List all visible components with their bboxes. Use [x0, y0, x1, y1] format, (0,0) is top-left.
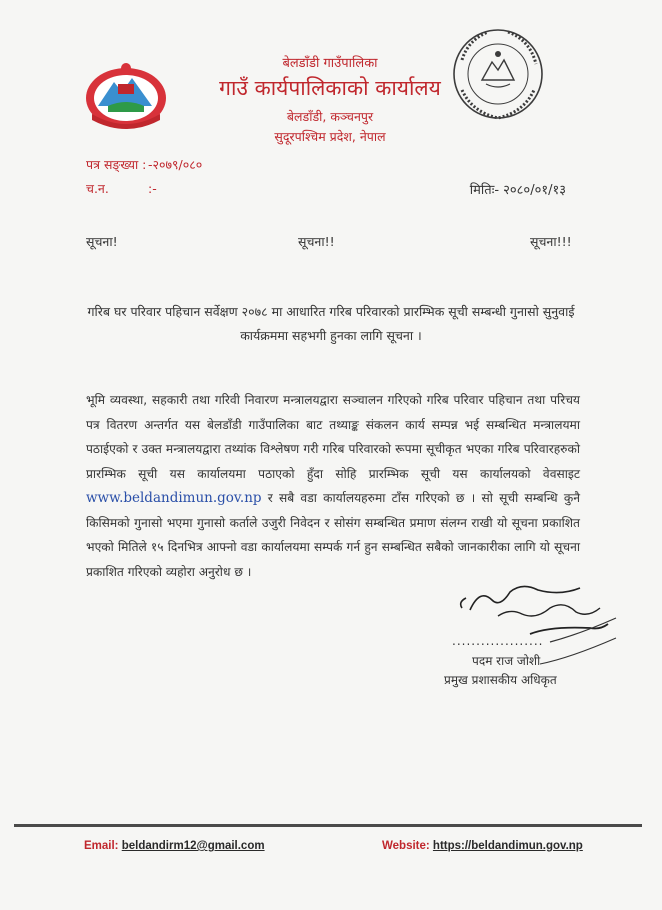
office-stamp-seal: [448, 20, 548, 128]
office-address: बेलडाँडी, कञ्चनपुर: [286, 109, 374, 124]
notice-heading-left: सूचना!: [86, 234, 118, 249]
letter-date: मितिः- २०८०/०१/१३: [469, 183, 566, 198]
footer-website-link[interactable]: https://beldandimun.gov.np: [432, 840, 583, 852]
footer-divider: [14, 824, 642, 827]
footer-website: [382, 840, 583, 852]
notice-body: [86, 388, 580, 584]
municipality-name: बेलडाँडी गाउँपालिका: [282, 56, 378, 71]
body-text-part-1: भूमि व्यवस्था, सहकारी तथा गरिवी निवारण मन्त्रालयद्वारा सञ्चालन गरिएको गरिब परिवार पहिचान तथा परिचय पत्र वितरण अन्तर्गत यस बेलडाँडी गाउँपालिका बाट तथ्याङ्क संकलन कार्य सम्पन्न भई सम्बन्धित मन्त्रालयमा पठाईएको र उक्त मन्त्रालयद्वारा तथ्यांक विश्लेषण गरी गरिब परिवारको रूपमा सूचीकृत भएका गरिब परिवारहरुको प्रारम्भिक सूची यस कार्यालयमा पठाएको हुँदा सोहि प्रारम्भिक सूची यस कार्यालयको वेवसाइट: [86, 393, 580, 481]
letter-number-label: पत्र सङ्ख्या :: [86, 157, 147, 172]
office-name: गाउँ कार्यपालिकाको कार्यालय: [219, 76, 441, 100]
notice-heading-right: सूचना!!!: [530, 234, 572, 249]
website-label: Website:: [382, 840, 430, 852]
letter-number-row: [86, 156, 202, 173]
dispatch-number-label: च.न.: [86, 181, 109, 196]
office-letterhead: [180, 56, 480, 146]
signatory-role: प्रमुख प्रशासकीय अधिकृत: [444, 673, 557, 687]
email-label: Email:: [84, 840, 119, 852]
dispatch-number-row: [86, 180, 157, 197]
province-country: सुदूरपश्चिम प्रदेश, नेपाल: [274, 129, 386, 144]
notice-subject: [86, 300, 576, 348]
dispatch-number-value: :-: [148, 181, 157, 196]
nepal-emblem-logo: [78, 54, 174, 134]
letter-number-value: -२०७९/०८०: [148, 157, 203, 172]
footer-email: [84, 840, 265, 852]
signature-line: ...................: [452, 634, 544, 648]
subject-line-1: गरिब घर परिवार पहिचान सर्वेक्षण २०७८ मा आधारित गरिब परिवारको प्रारम्भिक सूची सम्बन्धी गुनासो सुनुवाई: [87, 304, 575, 319]
website-link[interactable]: www.beldandimun.gov.np: [86, 490, 262, 506]
notice-heading-center: सूचना!!: [298, 234, 335, 249]
body-text-part-2: र सबै वडा कार्यालयहरुमा टाँस गरिएको छ । सो सूची सम्बन्धि कुनै किसिमको गुनासो भएमा गुनासो कर्ताले उजुरी निवेदन र सोसंग सम्बन्धित प्रमाण संलग्न राखी यो सूचना प्रकाशित भएको मितिले १५ दिनभित्र आफ्नो वडा कार्यालयमा सम्पर्क गर्न हुन सम्बन्धित सबैको जानकारीका लागि यो सूचना प्रकाशित गरिएको व्यहोरा अनुरोध छ ।: [86, 491, 580, 579]
email-link[interactable]: beldandirm12@gmail.com: [121, 840, 265, 852]
signatory-name: पदम राज जोशी: [472, 654, 541, 668]
subject-line-2: कार्यक्रममा सहभगी हुनका लागि सूचना ।: [240, 328, 422, 343]
